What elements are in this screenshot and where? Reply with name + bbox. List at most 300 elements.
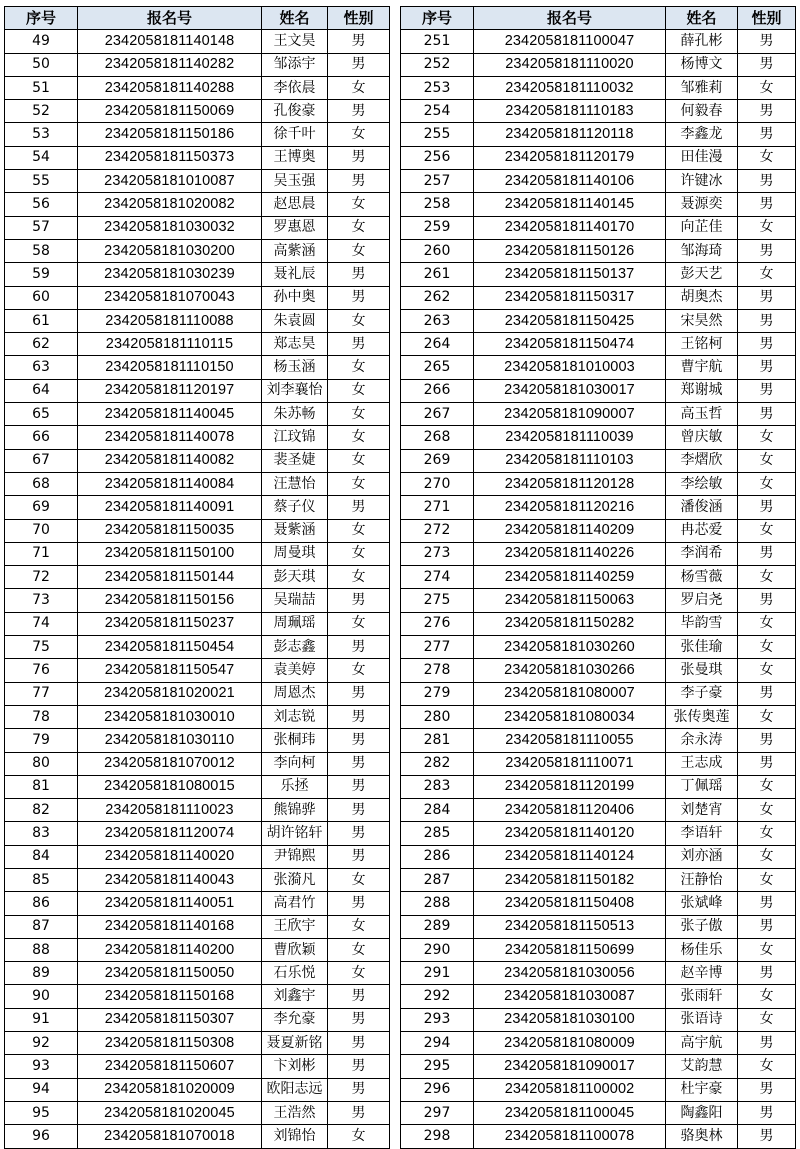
cell-reg-number: 2342058181140043: [78, 868, 262, 891]
cell-reg-number: 2342058181120128: [474, 472, 666, 495]
cell-name: 高君竹: [262, 892, 328, 915]
cell-reg-number: 2342058181110020: [474, 53, 666, 76]
cell-name: 曹欣颖: [262, 938, 328, 961]
cell-seq: 62: [5, 333, 78, 356]
table-row: [5, 705, 390, 728]
cell-name: 周珮瑶: [262, 612, 328, 635]
cell-reg-number: 2342058181120179: [474, 146, 666, 169]
cell-gender: 男: [328, 1032, 390, 1055]
cell-reg-number: 2342058181150035: [78, 519, 262, 542]
cell-reg-number: 2342058181120199: [474, 775, 666, 798]
cell-reg-number: 2342058181140078: [78, 426, 262, 449]
cell-seq: 288: [401, 892, 474, 915]
cell-reg-number: 2342058181030100: [474, 1008, 666, 1031]
cell-seq: 296: [401, 1078, 474, 1101]
cell-seq: 75: [5, 636, 78, 659]
cell-name: 张斌峰: [666, 892, 738, 915]
cell-gender: 男: [738, 752, 796, 775]
cell-gender: 男: [328, 705, 390, 728]
cell-reg-number: 2342058181150237: [78, 612, 262, 635]
cell-gender: 女: [328, 426, 390, 449]
cell-name: 张子傲: [666, 915, 738, 938]
cell-seq: 287: [401, 868, 474, 891]
cell-seq: 284: [401, 799, 474, 822]
cell-name: 周曼琪: [262, 542, 328, 565]
cell-seq: 57: [5, 216, 78, 239]
table-row: [401, 472, 796, 495]
cell-gender: 女: [328, 449, 390, 472]
cell-seq: 93: [5, 1055, 78, 1078]
table-row: [5, 309, 390, 332]
cell-seq: 86: [5, 892, 78, 915]
table-row: [5, 752, 390, 775]
cell-name: 邹海琦: [666, 239, 738, 262]
table-row: [5, 76, 390, 99]
cell-seq: 63: [5, 356, 78, 379]
cell-gender: 女: [328, 915, 390, 938]
cell-gender: 男: [738, 915, 796, 938]
cell-reg-number: 2342058181150069: [78, 100, 262, 123]
cell-reg-number: 2342058181030032: [78, 216, 262, 239]
cell-seq: 65: [5, 403, 78, 426]
cell-gender: 男: [738, 729, 796, 752]
cell-seq: 281: [401, 729, 474, 752]
cell-reg-number: 2342058181140106: [474, 170, 666, 193]
cell-reg-number: 2342058181110115: [78, 333, 262, 356]
cell-name: 杨佳乐: [666, 938, 738, 961]
cell-seq: 294: [401, 1032, 474, 1055]
table-row: [401, 775, 796, 798]
cell-reg-number: 2342058181150137: [474, 263, 666, 286]
cell-gender: 女: [328, 472, 390, 495]
cell-reg-number: 2342058181140084: [78, 472, 262, 495]
cell-gender: 女: [328, 868, 390, 891]
cell-gender: 女: [328, 309, 390, 332]
cell-seq: 55: [5, 170, 78, 193]
cell-gender: 女: [738, 775, 796, 798]
cell-gender: 女: [738, 659, 796, 682]
table-row: [5, 496, 390, 519]
cell-seq: 256: [401, 146, 474, 169]
cell-gender: 女: [328, 193, 390, 216]
cell-gender: 女: [328, 76, 390, 99]
cell-seq: 95: [5, 1101, 78, 1124]
cell-name: 杨玉涵: [262, 356, 328, 379]
table-row: [401, 263, 796, 286]
header-reg-number: 报名号: [474, 7, 666, 30]
cell-seq: 298: [401, 1125, 474, 1148]
cell-reg-number: 2342058181110150: [78, 356, 262, 379]
table-row: [5, 659, 390, 682]
cell-seq: 68: [5, 472, 78, 495]
cell-reg-number: 2342058181100047: [474, 30, 666, 53]
cell-gender: 女: [738, 636, 796, 659]
cell-reg-number: 2342058181150474: [474, 333, 666, 356]
table-row: [401, 938, 796, 961]
cell-gender: 男: [328, 1055, 390, 1078]
cell-gender: 男: [328, 1101, 390, 1124]
cell-gender: 女: [738, 449, 796, 472]
table-row: [5, 1101, 390, 1124]
cell-gender: 女: [738, 612, 796, 635]
cell-reg-number: 2342058181140282: [78, 53, 262, 76]
cell-seq: 251: [401, 30, 474, 53]
cell-seq: 254: [401, 100, 474, 123]
cell-reg-number: 2342058181110103: [474, 449, 666, 472]
table-row: [5, 775, 390, 798]
cell-seq: 278: [401, 659, 474, 682]
cell-name: 吴玉强: [262, 170, 328, 193]
cell-gender: 男: [738, 403, 796, 426]
table-row: [5, 1078, 390, 1101]
table-row: [401, 193, 796, 216]
cell-reg-number: 2342058181030056: [474, 962, 666, 985]
cell-name: 潘俊涵: [666, 496, 738, 519]
table-row: [401, 705, 796, 728]
cell-name: 骆奥林: [666, 1125, 738, 1148]
cell-gender: 男: [328, 170, 390, 193]
table-row: [5, 985, 390, 1008]
cell-reg-number: 2342058181020082: [78, 193, 262, 216]
table-row: [5, 286, 390, 309]
cell-seq: 277: [401, 636, 474, 659]
cell-name: 李子豪: [666, 682, 738, 705]
cell-seq: 51: [5, 76, 78, 99]
cell-seq: 56: [5, 193, 78, 216]
cell-seq: 96: [5, 1125, 78, 1148]
cell-reg-number: 2342058181010087: [78, 170, 262, 193]
cell-seq: 270: [401, 472, 474, 495]
cell-name: 罗惠恩: [262, 216, 328, 239]
cell-reg-number: 2342058181150513: [474, 915, 666, 938]
cell-name: 张语诗: [666, 1008, 738, 1031]
cell-seq: 264: [401, 333, 474, 356]
cell-reg-number: 2342058181030017: [474, 379, 666, 402]
cell-gender: 女: [738, 472, 796, 495]
table-row: [5, 566, 390, 589]
cell-name: 汪慧怡: [262, 472, 328, 495]
cell-reg-number: 2342058181110071: [474, 752, 666, 775]
cell-gender: 男: [738, 1032, 796, 1055]
table-row: [401, 403, 796, 426]
cell-name: 尹锦熙: [262, 845, 328, 868]
cell-gender: 女: [328, 938, 390, 961]
cell-reg-number: 2342058181150282: [474, 612, 666, 635]
cell-seq: 88: [5, 938, 78, 961]
table-row: [401, 542, 796, 565]
cell-name: 吴瑞喆: [262, 589, 328, 612]
cell-reg-number: 2342058181140259: [474, 566, 666, 589]
cell-reg-number: 2342058181140170: [474, 216, 666, 239]
cell-name: 张传奥莲: [666, 705, 738, 728]
cell-reg-number: 2342058181140051: [78, 892, 262, 915]
table-row: [401, 1125, 796, 1148]
cell-name: 冉芯爱: [666, 519, 738, 542]
left-header: [5, 7, 390, 30]
cell-reg-number: 2342058181020009: [78, 1078, 262, 1101]
table-row: [401, 216, 796, 239]
cell-seq: 269: [401, 449, 474, 472]
cell-gender: 男: [738, 589, 796, 612]
cell-seq: 275: [401, 589, 474, 612]
cell-seq: 83: [5, 822, 78, 845]
cell-gender: 男: [738, 193, 796, 216]
cell-name: 乐拯: [262, 775, 328, 798]
cell-seq: 262: [401, 286, 474, 309]
table-row: [401, 566, 796, 589]
table-row: [401, 589, 796, 612]
cell-gender: 男: [738, 892, 796, 915]
cell-reg-number: 2342058181140209: [474, 519, 666, 542]
cell-name: 刘锦怡: [262, 1125, 328, 1148]
cell-seq: 90: [5, 985, 78, 1008]
cell-name: 李语轩: [666, 822, 738, 845]
cell-gender: 女: [328, 123, 390, 146]
cell-name: 张佳瑜: [666, 636, 738, 659]
cell-reg-number: 2342058181110088: [78, 309, 262, 332]
cell-reg-number: 2342058181010003: [474, 356, 666, 379]
cell-seq: 60: [5, 286, 78, 309]
cell-reg-number: 2342058181140091: [78, 496, 262, 519]
cell-seq: 261: [401, 263, 474, 286]
table-row: [5, 472, 390, 495]
table-row: [401, 962, 796, 985]
table-row: [5, 612, 390, 635]
cell-seq: 257: [401, 170, 474, 193]
table-row: [401, 636, 796, 659]
cell-gender: 男: [738, 542, 796, 565]
cell-seq: 258: [401, 193, 474, 216]
table-row: [5, 1055, 390, 1078]
table-row: [401, 985, 796, 1008]
cell-gender: 男: [328, 589, 390, 612]
cell-gender: 女: [328, 239, 390, 262]
cell-name: 熊锦骅: [262, 799, 328, 822]
cell-seq: 69: [5, 496, 78, 519]
cell-reg-number: 2342058181080007: [474, 682, 666, 705]
cell-reg-number: 2342058181140045: [78, 403, 262, 426]
cell-name: 李熠欣: [666, 449, 738, 472]
table-row: [401, 170, 796, 193]
cell-gender: 男: [328, 682, 390, 705]
cell-seq: 253: [401, 76, 474, 99]
cell-name: 胡许铭轩: [262, 822, 328, 845]
cell-gender: 男: [738, 30, 796, 53]
cell-reg-number: 2342058181140124: [474, 845, 666, 868]
cell-reg-number: 2342058181030087: [474, 985, 666, 1008]
cell-gender: 男: [738, 123, 796, 146]
cell-name: 石乐悦: [262, 962, 328, 985]
cell-name: 袁美婷: [262, 659, 328, 682]
cell-gender: 女: [738, 799, 796, 822]
header-name: 姓名: [262, 7, 328, 30]
left-table-body: [5, 30, 390, 1148]
cell-gender: 女: [738, 985, 796, 1008]
cell-name: 江玟锦: [262, 426, 328, 449]
cell-reg-number: 2342058181140288: [78, 76, 262, 99]
table-row: [401, 729, 796, 752]
table-row: [5, 519, 390, 542]
table-row: [5, 403, 390, 426]
table-row: [5, 799, 390, 822]
cell-seq: 265: [401, 356, 474, 379]
cell-reg-number: 2342058181030266: [474, 659, 666, 682]
cell-reg-number: 2342058181150186: [78, 123, 262, 146]
header-reg-number: 报名号: [78, 7, 262, 30]
header-seq: 序号: [5, 7, 78, 30]
table-row: [5, 868, 390, 891]
table-row: [401, 30, 796, 53]
cell-reg-number: 2342058181140226: [474, 542, 666, 565]
cell-reg-number: 2342058181030260: [474, 636, 666, 659]
cell-gender: 女: [738, 868, 796, 891]
cell-seq: 286: [401, 845, 474, 868]
cell-name: 杨博文: [666, 53, 738, 76]
cell-name: 刘亦涵: [666, 845, 738, 868]
table-row: [5, 915, 390, 938]
table-row: [5, 146, 390, 169]
cell-name: 田佳漫: [666, 146, 738, 169]
table-row: [401, 333, 796, 356]
table-row: [5, 379, 390, 402]
cell-gender: 女: [738, 426, 796, 449]
cell-seq: 273: [401, 542, 474, 565]
cell-reg-number: 2342058181150699: [474, 938, 666, 961]
table-row: [401, 356, 796, 379]
cell-gender: 男: [328, 53, 390, 76]
cell-reg-number: 2342058181150144: [78, 566, 262, 589]
cell-seq: 76: [5, 659, 78, 682]
cell-seq: 260: [401, 239, 474, 262]
cell-seq: 266: [401, 379, 474, 402]
cell-seq: 66: [5, 426, 78, 449]
cell-gender: 女: [328, 379, 390, 402]
cell-reg-number: 2342058181110055: [474, 729, 666, 752]
cell-gender: 男: [328, 1078, 390, 1101]
cell-reg-number: 2342058181070018: [78, 1125, 262, 1148]
cell-name: 宋昊然: [666, 309, 738, 332]
cell-reg-number: 2342058181030239: [78, 263, 262, 286]
cell-reg-number: 2342058181140200: [78, 938, 262, 961]
cell-name: 王志成: [666, 752, 738, 775]
cell-seq: 54: [5, 146, 78, 169]
table-row: [5, 845, 390, 868]
table-row: [5, 100, 390, 123]
right-table-body: [401, 30, 796, 1148]
table-row: [5, 193, 390, 216]
cell-name: 张曼琪: [666, 659, 738, 682]
table-row: [401, 845, 796, 868]
cell-name: 高紫涵: [262, 239, 328, 262]
cell-name: 陶鑫阳: [666, 1101, 738, 1124]
cell-name: 郑谢城: [666, 379, 738, 402]
table-row: [5, 589, 390, 612]
cell-name: 李向柯: [262, 752, 328, 775]
cell-reg-number: 2342058181150126: [474, 239, 666, 262]
table-row: [5, 30, 390, 53]
cell-seq: 91: [5, 1008, 78, 1031]
cell-gender: 男: [328, 799, 390, 822]
cell-name: 高宇航: [666, 1032, 738, 1055]
cell-name: 丁佩瑶: [666, 775, 738, 798]
cell-reg-number: 2342058181140145: [474, 193, 666, 216]
table-row: [401, 239, 796, 262]
cell-name: 罗启尧: [666, 589, 738, 612]
cell-name: 孙中奥: [262, 286, 328, 309]
cell-seq: 81: [5, 775, 78, 798]
cell-seq: 84: [5, 845, 78, 868]
table-row: [401, 53, 796, 76]
cell-name: 刘李襄怡: [262, 379, 328, 402]
cell-seq: 58: [5, 239, 78, 262]
cell-seq: 263: [401, 309, 474, 332]
cell-name: 裴圣婕: [262, 449, 328, 472]
cell-seq: 279: [401, 682, 474, 705]
table-row: [5, 449, 390, 472]
cell-name: 汪静怡: [666, 868, 738, 891]
cell-gender: 男: [738, 356, 796, 379]
cell-reg-number: 2342058181080034: [474, 705, 666, 728]
cell-name: 蔡子仪: [262, 496, 328, 519]
cell-name: 聂紫涵: [262, 519, 328, 542]
cell-seq: 291: [401, 962, 474, 985]
cell-seq: 295: [401, 1055, 474, 1078]
cell-name: 聂礼辰: [262, 263, 328, 286]
cell-gender: 女: [738, 938, 796, 961]
cell-reg-number: 2342058181150408: [474, 892, 666, 915]
cell-gender: 女: [328, 1125, 390, 1148]
cell-reg-number: 2342058181150454: [78, 636, 262, 659]
cell-gender: 男: [738, 1125, 796, 1148]
cell-reg-number: 2342058181100045: [474, 1101, 666, 1124]
cell-reg-number: 2342058181120197: [78, 379, 262, 402]
table-row: [401, 799, 796, 822]
cell-name: 艾韵慧: [666, 1055, 738, 1078]
cell-seq: 289: [401, 915, 474, 938]
cell-gender: 女: [328, 356, 390, 379]
cell-gender: 女: [738, 566, 796, 589]
table-row: [5, 636, 390, 659]
cell-reg-number: 2342058181150156: [78, 589, 262, 612]
cell-seq: 85: [5, 868, 78, 891]
cell-reg-number: 2342058181070043: [78, 286, 262, 309]
header-name: 姓名: [666, 7, 738, 30]
cell-gender: 女: [328, 659, 390, 682]
cell-name: 刘志锐: [262, 705, 328, 728]
cell-seq: 50: [5, 53, 78, 76]
cell-name: 高玉哲: [666, 403, 738, 426]
cell-reg-number: 2342058181140148: [78, 30, 262, 53]
cell-name: 王文昊: [262, 30, 328, 53]
table-row: [5, 938, 390, 961]
cell-seq: 280: [401, 705, 474, 728]
cell-gender: 男: [738, 379, 796, 402]
cell-reg-number: 2342058181150168: [78, 985, 262, 1008]
cell-gender: 女: [328, 216, 390, 239]
table-row: [5, 962, 390, 985]
cell-gender: 女: [738, 519, 796, 542]
table-row: [401, 1101, 796, 1124]
cell-name: 王浩然: [262, 1101, 328, 1124]
cell-name: 徐千叶: [262, 123, 328, 146]
header-gender: 性别: [328, 7, 390, 30]
cell-gender: 男: [328, 775, 390, 798]
cell-gender: 女: [738, 822, 796, 845]
cell-gender: 女: [738, 845, 796, 868]
table-row: [401, 752, 796, 775]
cell-gender: 男: [738, 239, 796, 262]
cell-reg-number: 2342058181030010: [78, 705, 262, 728]
